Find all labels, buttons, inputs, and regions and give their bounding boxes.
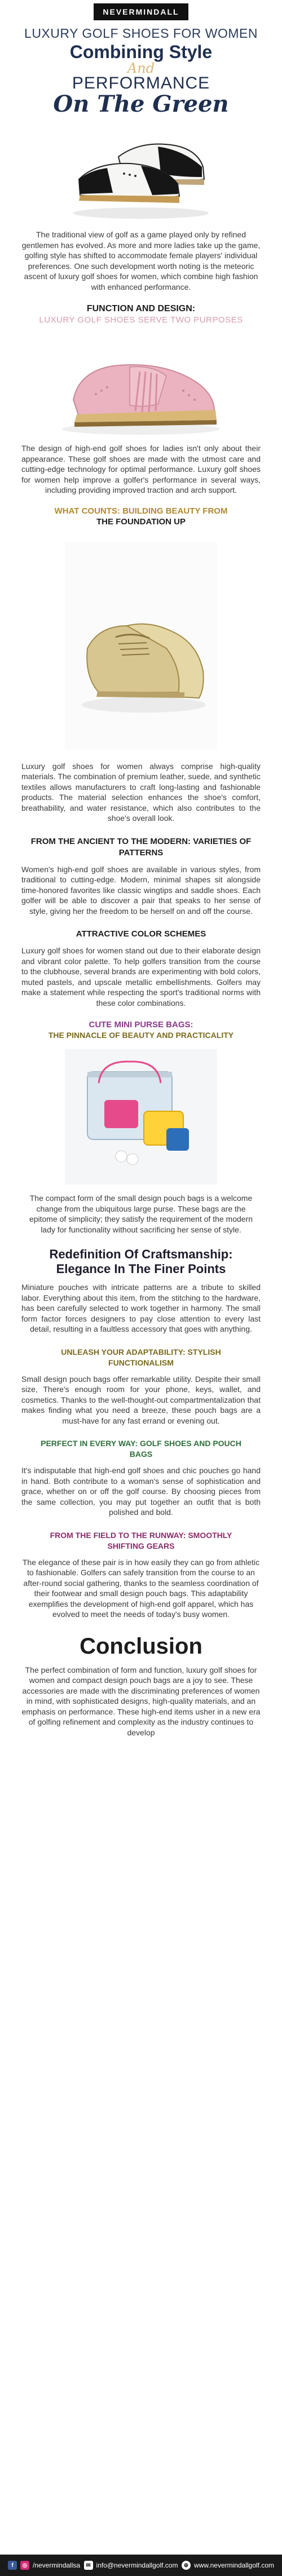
hero-subtitle: LUXURY GOLF SHOES FOR WOMEN: [24, 26, 258, 41]
function-design-heading: FUNCTION AND DESIGN:: [86, 304, 196, 313]
ancient-modern-text: Women's high-end golf shoes are available in various styles, from traditional to cutting-edge. Modern, minimal shapes sit alongside time-honored favorites like classic wingtips and saddle shoes. Each golfer will be able to discover a pair that speaks to her sense of style, giving her the freedom to be herself on and off the course.: [21, 864, 261, 916]
facebook-icon: f: [8, 2561, 17, 2570]
hero: [0, 26, 282, 117]
purse-bags-text: The compact form of the small design pouch bags is a welcome change from the ubiquitous large purse. These bags are the epitome of simplicity; they satisfy the requirement of the modern lady for functionality without sacrificing her sense of style.: [29, 1194, 253, 1234]
metallic-gold-shoes-icon: [65, 541, 217, 750]
pouch-bags-image: [0, 1046, 282, 1187]
pink-golf-shoe-icon: [45, 332, 237, 439]
color-schemes-heading: ATTRACTIVE COLOR SCHEMES: [76, 929, 206, 939]
ancient-modern-heading: FROM THE ANCIENT TO THE MODERN: VARIETIES OF PATTERNS: [30, 836, 252, 858]
adaptability-heading: UNLEASH YOUR ADAPTABILITY: STYLISH FUNCTIONALISM: [61, 1347, 221, 1367]
craftsmanship-text: Miniature pouches with intricate patterns are a tribute to skilled labor. Everything about this item, from the stitching to the hardware, has been carefully selected to work together in harmony. The small form factor forces designers to pay close attention to every last detail, resulting in a faultless accessory that goes with anything.: [21, 1283, 261, 1333]
footer-website[interactable]: [182, 2561, 274, 2570]
conclusion-heading: Conclusion: [80, 1633, 202, 1659]
field-runway-heading: FROM THE FIELD TO THE RUNWAY: SMOOTHLY SHIFTING GEARS: [50, 1530, 232, 1550]
what-counts-heading: WHAT COUNTS: BUILDING BEAUTY FROM: [54, 506, 228, 516]
footer: [0, 2555, 282, 2576]
hero-shoes-image: [0, 120, 282, 227]
hero-title-line2: PERFORMANCE: [72, 74, 210, 92]
purse-bags-subheading: THE PINNACLE OF BEAUTY AND PRACTICALITY: [48, 1031, 234, 1040]
every-way-text: It's indisputable that high-end golf shoes and chic pouches go hand in hand. Both contribute to a woman's sense of sophistication and grace, whether on or off the golf course. By choosing pieces from the same collection, you may put together an outfit that is both polished and bold.: [21, 1466, 261, 1517]
section-function-design: [0, 303, 282, 326]
craftsmanship-heading: Redefinition Of Craftsmanship: Elegance In The Finer Points: [49, 1247, 233, 1276]
pouch-bags-icon: [65, 1049, 217, 1185]
hero-title-line3: On The Green: [53, 91, 229, 117]
what-counts-text: Luxury golf shoes for women always comprise high-quality materials. The combination of premium leather, suede, and synthetic textiles allows manufacturers to craft long-lasting and fashionable products. The material selection enhances the shoe's comfort, breathability, and water resistance, which also contributes to the shoe's overall look.: [21, 761, 261, 823]
black-white-shoes-icon: [56, 123, 226, 224]
footer-social-handle: /nevermindallsa: [33, 2561, 81, 2569]
color-schemes-text: Luxury golf shoes for women stand out due to their elaborate design and vibrant color palette. To help golfers transition from the course to the clubhouse, several brands are experimenting with bold colors, muted pastels, and upscale metallic embellishments. Golfers may make a statement while respecting the sport's traditional norms with these color combinations.: [21, 946, 261, 1008]
footer-social[interactable]: [8, 2561, 80, 2570]
brand-logo[interactable]: NEVERMINDALL: [94, 3, 188, 20]
section-what-counts: [0, 506, 282, 528]
what-counts-subheading: THE FOUNDATION UP: [96, 516, 186, 527]
instagram-icon: ◎: [20, 2561, 29, 2570]
pink-shoe-image: [0, 329, 282, 442]
every-way-heading: PERFECT IN EVERY WAY: GOLF SHOES AND POUCH BAGS: [41, 1439, 241, 1459]
section-purse-bags: [0, 1019, 282, 1041]
field-runway-text: The elegance of these pair is in how easily they can go from athletic to fashionable. Golfers can safely transition from the course to an after-round social gathering, thanks to the seamless coordination of their footwear and small design pouch bags. This adaptability exemplifies the development of high-end golf apparel, which has evolved to meet the needs of today's busy women.: [22, 1557, 260, 1619]
function-design-subheading: LUXURY GOLF SHOES SERVE TWO PURPOSES: [39, 315, 243, 325]
adaptability-text: Small design pouch bags offer remarkable utility. Despite their small size, There's enough room for your phone, keys, wallet, and cosmetics. Thanks to the well-thought-out compartmentalization that makes finding what you need a breeze, these pouch bags are a must-have for any fast errand or evening out.: [21, 1374, 261, 1425]
intro-text: The traditional view of golf as a game played only by refined gentlemen has evolved. As more and more ladies take up the game, golfing style has shifted to accommodate female players' individual preferences. One such development worth noting is the meteoric ascent of luxury golf shoes for women, which combine high fashion with enhanced performance.: [21, 230, 261, 291]
header: [0, 0, 282, 24]
footer-email[interactable]: [84, 2561, 178, 2570]
footer-email-text: info@nevermindallgolf.com: [96, 2561, 178, 2569]
gold-shoes-image: [0, 536, 282, 755]
function-design-text: The design of high-end golf shoes for ladies isn't only about their appearance. These golf shoes are made with the utmost care and cutting-edge technology for optimal performance. Luxury golf shoes for women help improve a golfer's performance in several ways, including providing improved traction and arch support.: [21, 444, 261, 494]
footer-website-text: www.nevermindallgolf.com: [193, 2561, 274, 2569]
conclusion-text: The perfect combination of form and function, luxury golf shoes for women and compact design pouch bags are a joy to see. These accessories are made with the discriminating preferences of women in mind, with sophisticated designs, high-quality materials, and an emphasis on performance. These high-end items usher in a new era of golfing refinement and complexity as the industry continues to develop: [21, 1665, 261, 1737]
purse-bags-heading: CUTE MINI PURSE BAGS:: [89, 1020, 193, 1029]
globe-icon: ⊕: [182, 2561, 191, 2570]
hero-title-line1: Combining Style: [69, 42, 213, 62]
hero-title-script: And: [127, 60, 155, 76]
email-icon: ✉: [84, 2561, 93, 2570]
